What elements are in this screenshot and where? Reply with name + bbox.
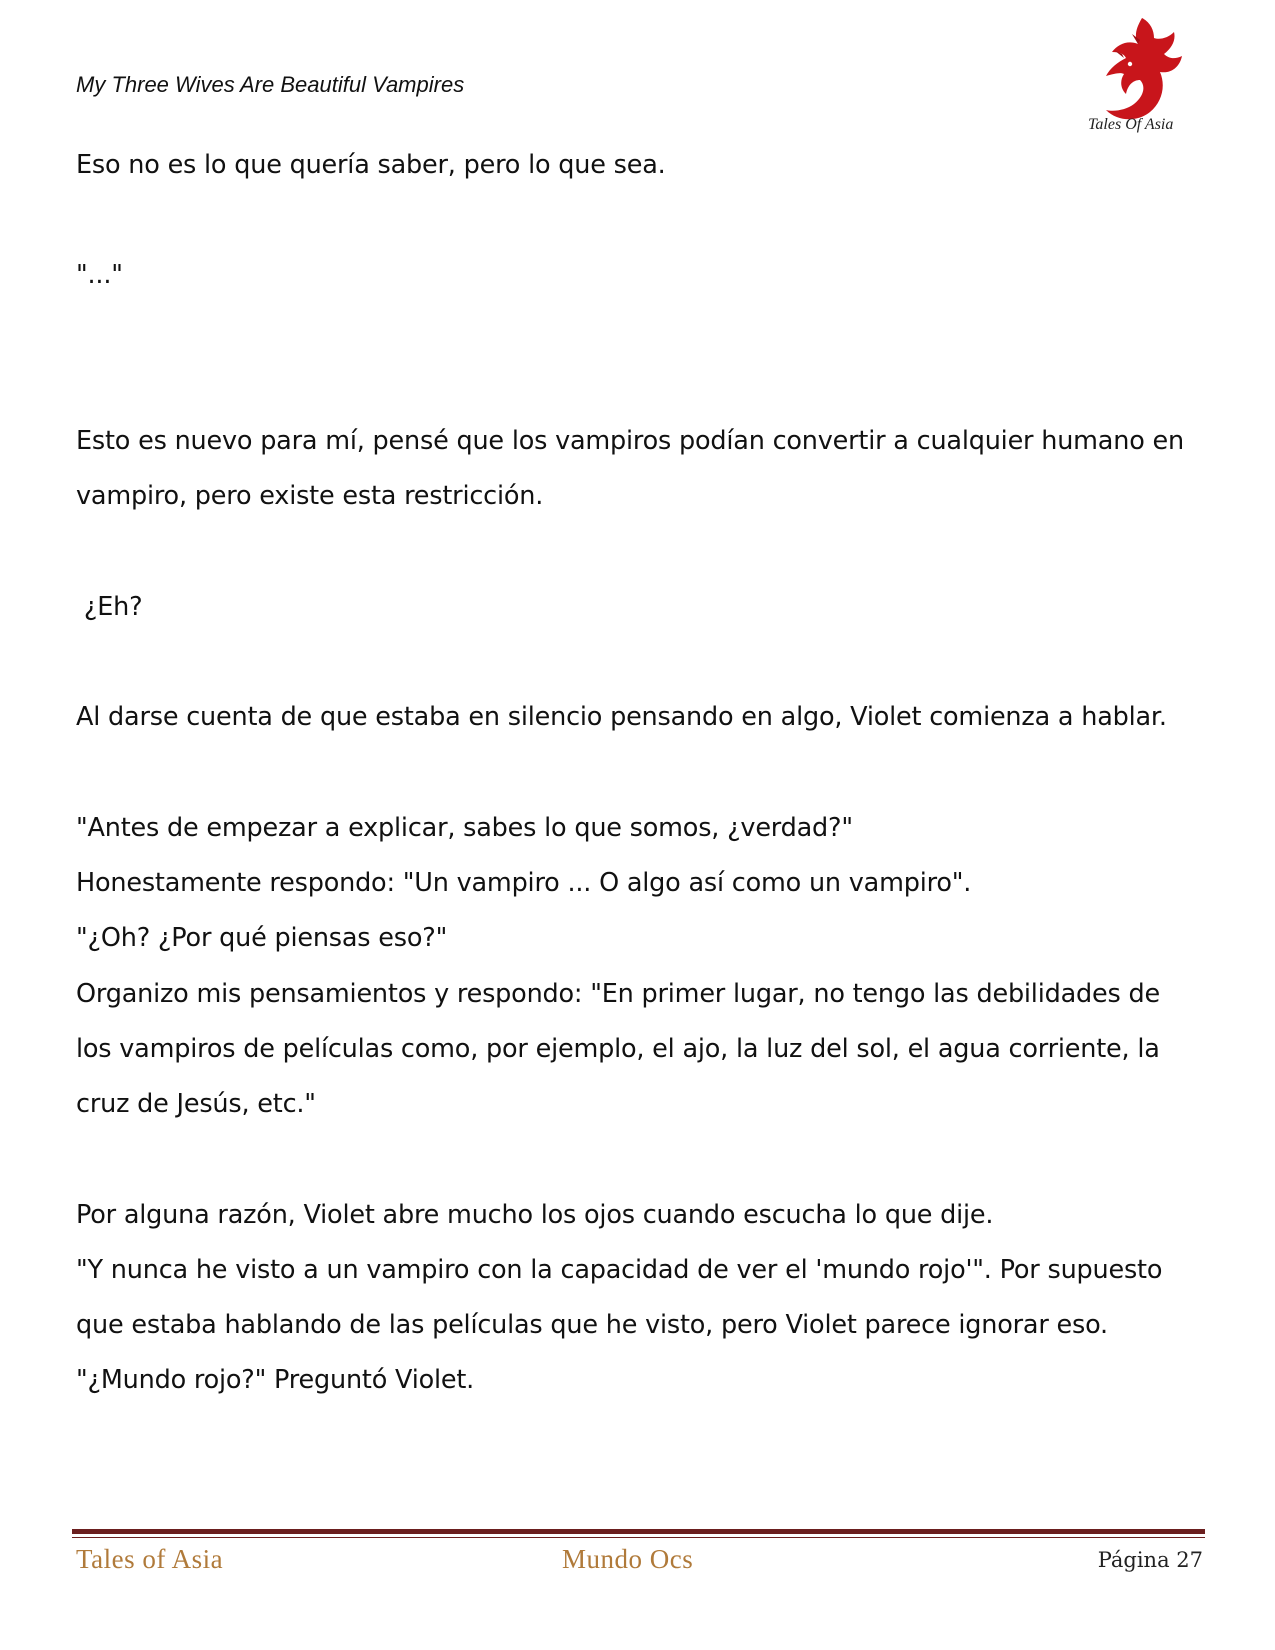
paragraph-line: Por alguna razón, Violet abre mucho los ojos cuando escucha lo que dije. [76,1200,994,1230]
paragraph-line: ¿Eh? [76,592,143,622]
footer-publisher: Tales of Asia [76,1544,224,1574]
footer-rule-thin [72,1537,1205,1538]
paragraph-line: "¿Mundo rojo?" Preguntó Violet. [76,1365,475,1395]
footer-rule-thick [72,1529,1205,1534]
logo-caption: Tales Of Asia [1088,116,1174,133]
paragraph-line: Honestamente respondo: "Un vampiro ... O algo así como un vampiro". [76,868,972,898]
footer-chapter: Mundo Ocs [562,1544,694,1574]
book-title: My Three Wives Are Beautiful Vampires [76,72,465,97]
paragraph-line: Al darse cuenta de que estaba en silencio pensando en algo, Violet comienza a hablar. [76,702,1167,732]
page-number: Página 27 [1097,1548,1203,1572]
paragraph-line: que estaba hablando de las películas que he visto, pero Violet parece ignorar eso. [76,1310,1108,1340]
paragraph-line: vampiro, pero existe esta restricción. [76,481,544,511]
paragraph-line: Eso no es lo que quería saber, pero lo que sea. [76,150,666,180]
paragraph-line: "..." [76,260,123,290]
paragraph-line: Esto es nuevo para mí, pensé que los vampiros podían convertir a cualquier humano en [76,426,1184,456]
paragraph-line: "Y nunca he visto a un vampiro con la capacidad de ver el 'mundo rojo'". Por supuesto [76,1255,1163,1285]
paragraph-line: "¿Oh? ¿Por qué piensas eso?" [76,923,448,953]
paragraph-line: los vampiros de películas como, por ejemplo, el ajo, la luz del sol, el agua corriente, la [76,1034,1160,1064]
paragraph-line: "Antes de empezar a explicar, sabes lo que somos, ¿verdad?" [76,813,853,843]
paragraph-line: cruz de Jesús, etc." [76,1089,316,1119]
paragraph-line: Organizo mis pensamientos y respondo: "En primer lugar, no tengo las debilidades de [76,979,1160,1009]
